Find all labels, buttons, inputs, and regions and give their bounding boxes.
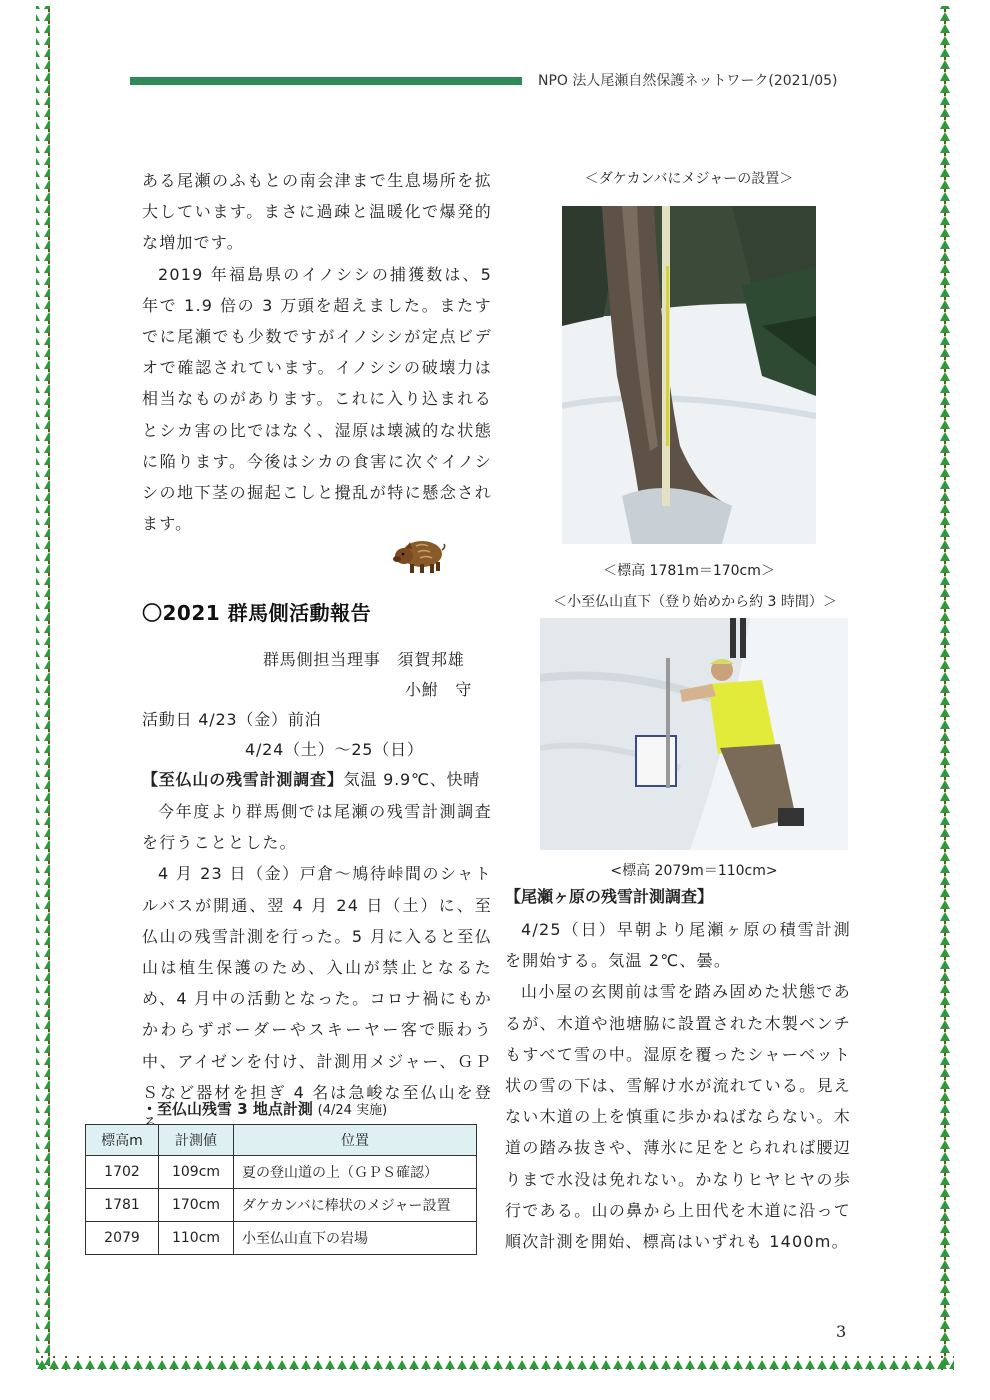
table-row	[86, 1222, 477, 1255]
table-header-row	[86, 1125, 477, 1156]
table-cell: 1702	[86, 1156, 159, 1189]
table-header-measurement: 計測値	[159, 1125, 234, 1156]
table-cell: 小至仏山直下の岩場	[234, 1222, 477, 1255]
paragraph-intro: ある尾瀬のふもとの南会津まで生息場所を拡大しています。まさに過疎と温暖化で爆発的な増加です。	[142, 171, 492, 253]
author-line-1: 群馬側担当理事 須賀邦雄	[263, 650, 465, 669]
table-cell: 2079	[86, 1222, 159, 1255]
section-title: 〇2021 群馬側活動報告	[142, 601, 372, 625]
header-org-text: NPO 法人尾瀬自然保護ネットワーク(2021/05)	[538, 73, 838, 89]
table-row	[86, 1189, 477, 1222]
photo-birch-measure	[562, 206, 816, 544]
author-line-2: 小鮒 守	[405, 680, 473, 699]
header-bar	[130, 77, 522, 85]
paragraph-boar: 2019 年福島県のイノシシの捕獲数は、5年で 1.9 倍の 3 万頭を超えました。またすでに尾瀬でも少数ですがイノシシが定点ビデオで確認されています。イノシシの破壊力は相当なものがあります。これに入り込まれるとシカ害の比ではなく、湿原は壊滅的な状態に陥ります。今後はシカの食害に次ぐイノシシの地下茎の掘起こしと攪乱が特に懸念されます。	[142, 264, 492, 534]
survey-weather: 気温 9.9℃、快晴	[343, 770, 481, 789]
table-heading-line	[142, 1098, 387, 1119]
right-body	[505, 914, 851, 1257]
table-header-location: 位置	[234, 1125, 477, 1156]
right-section-title: 【尾瀬ヶ原の残雪計測調査】	[505, 887, 714, 906]
table-cell: 170cm	[159, 1189, 234, 1222]
photo-summit-measure	[540, 618, 848, 850]
table-cell: 夏の登山道の上（ＧＰＳ確認）	[234, 1156, 477, 1189]
photo1-caption: ＜標高 1781m＝170cm＞	[603, 563, 775, 579]
table-cell: ダケカンバに棒状のメジャー設置	[234, 1189, 477, 1222]
right-paragraph-2: 山小屋の玄関前は雪を踏み固めた状態であるが、木道や池塘脇に設置された木製ベンチもすべて雪の中。湿原を覆ったシャーベット状の雪の下は、雪解け水が流れている。見えない木道の上を慎重に歩かねばならない。木道の踏み抜きや、薄氷に足をとられれば腰辺りまで水没は免れない。かなりヒヤヒヤの歩行である。山の鼻から上田代を木道に沿って順次計測を開始、標高はいずれも 1400m。	[505, 982, 851, 1252]
table-cell: 109cm	[159, 1156, 234, 1189]
photo2-caption: <標高 2079m＝110cm>	[610, 863, 778, 879]
survey-heading-line	[142, 766, 480, 794]
survey-paragraph-b: 4 月 23 日（金）戸倉～鳩待峠間のシャトルバスが開通、翌 4 月 24 日（土）に、至仏山の残雪計測を行った。5 月に入ると至仏山は植生保護のため、入山が禁止となるため、4 月中の活動となった。コロナ禍にもかかわらずボーダーやスキーヤー客で賑わう中、アイゼンを付け、計測用メジャー、ＧＰＳなど器材を担ぎ 4 名は急峻な至仏山を登	[142, 864, 492, 1102]
boar-icon	[392, 532, 446, 576]
table-note: (4/24 実施)	[317, 1103, 388, 1118]
survey-paragraph-a: 今年度より群馬側では尾瀬の残雪計測調査を行うこととした。	[142, 802, 492, 853]
activity-date-line-2: 4/24（土）～25（日）	[245, 740, 424, 759]
photo2-title: ＜小至仏山直下（登り始めから約 3 時間）＞	[553, 594, 837, 610]
right-paragraph-1: 4/25（日）早朝より尾瀬ヶ原の積雪計測を開始する。気温 2℃、曇。	[505, 920, 851, 971]
survey-heading: 【至仏山の残雪計測調査】	[142, 770, 344, 789]
activity-date-line-1: 活動日 4/23（金）前泊	[142, 710, 322, 729]
table-cell: 1781	[86, 1189, 159, 1222]
left-column	[142, 165, 492, 539]
snow-measurement-table	[85, 1124, 477, 1255]
table-cell: 110cm	[159, 1222, 234, 1255]
survey-body	[142, 796, 492, 1139]
table-header-elevation: 標高m	[86, 1125, 159, 1156]
photo1-title: ＜ダケカンバにメジャーの設置＞	[584, 171, 794, 187]
table-row	[86, 1156, 477, 1189]
page-number: 3	[836, 1322, 847, 1341]
table-heading: ・至仏山残雪 3 地点計測	[142, 1100, 313, 1118]
